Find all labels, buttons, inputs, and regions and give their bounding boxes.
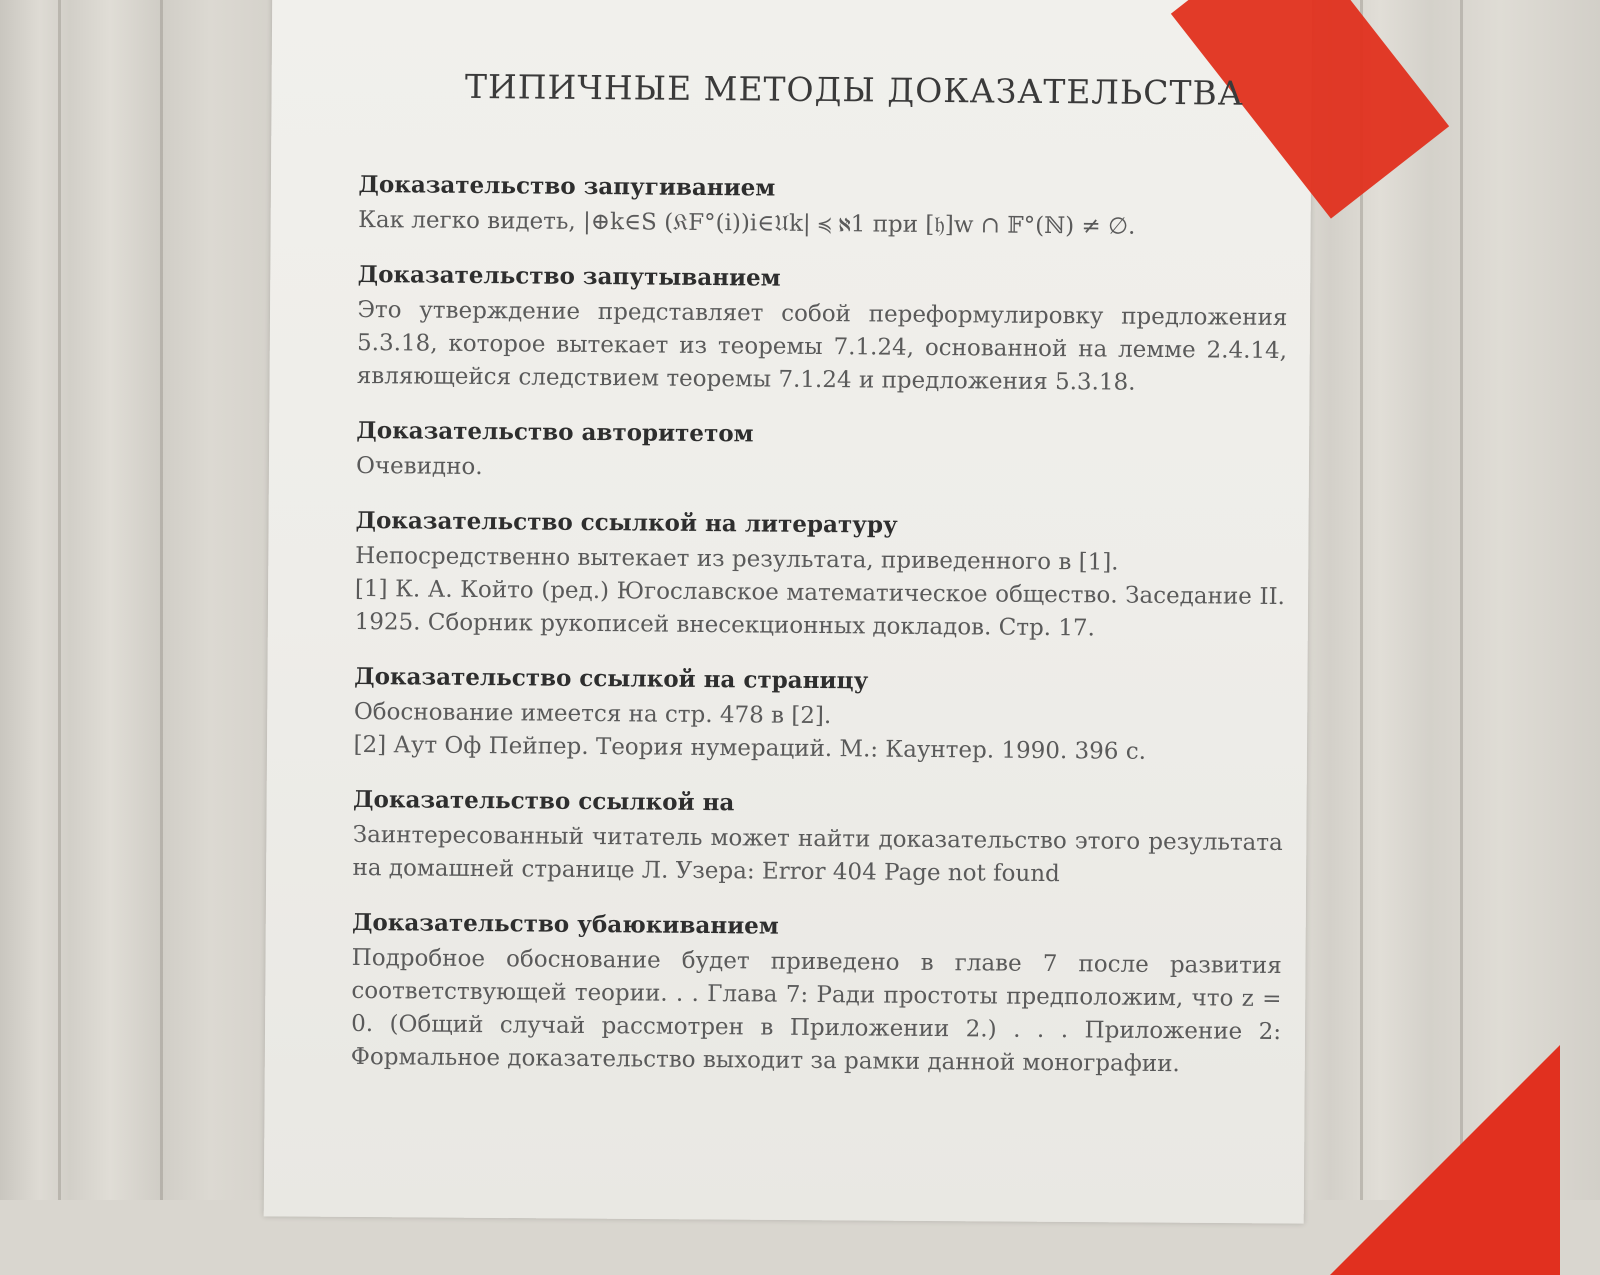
section-heading: Доказательство авторитетом [356,416,754,448]
document-title: ТИПИЧНЫЕ МЕТОДЫ ДОКАЗАТЕЛЬСТВА [464,66,1244,113]
section-heading: Доказательство ссылкой на литературу [355,506,898,539]
section-heading: Доказательство ссылкой на [353,785,735,817]
section-text: Это утверждение представляет собой переформулировку предложения 5.3.18, которое вытекает из теоремы 7.1.24, основанной на лемме 2.4.14, являющейся следствием теоремы 7.1.24 и предложения 5.3.18. [356,296,1288,396]
section-text: Подробное обоснование будет приведено в главе 7 после развития соответствующей теории. . . Глава 7: Ради простоты предположим, что z = 0. (Общий случай рассмотрен в Приложении 2.) . . . Приложение 2: Формальное доказательство выходит за рамки данной монографии. [350,944,1282,1078]
section-authority [356,417,1287,491]
section-lulling [351,909,1282,1082]
section-reference: [1] К. А. Който (ред.) Югославское математическое общество. Заседание II. 1925. Сборник рукописей внесекционных докладов. Стр. 17. [354,575,1286,642]
section-text: Непосредственно вытекает из результата, приведенного в [1]. [355,542,1119,576]
section-text: Обоснование имеется на стр. 478 в [2]. [353,698,832,730]
section-text: Заинтересованный читатель может найти доказательство этого результата на домашней странице Л. Узера: Error 404 Page not found [352,821,1283,888]
section-link [352,786,1283,893]
document [351,66,1290,1106]
section-heading: Доказательство ссылкой на страницу [354,662,869,695]
section-text: Очевидно. [355,452,483,481]
section-confusion [357,261,1288,401]
wall-groove [58,0,61,1200]
wall-groove [160,0,163,1200]
section-literature [355,507,1286,647]
section-heading: Доказательство запугиванием [358,170,776,202]
section-reference: [2] Аут Оф Пейпер. Теория нумераций. М.: Каунтер. 1990. 396 с. [353,731,1147,765]
section-heading: Доказательство убаюкиванием [351,908,779,940]
section-intimidation [358,171,1289,245]
wall-groove [1460,0,1463,1200]
section-heading: Доказательство запутыванием [357,260,781,292]
section-text: Как легко видеть, |⊕k∈S (𝔎F°(i))i∈𝔘k| ≼ ℵ1 при [𝔥]w ∩ 𝔽°(ℕ) ≠ ∅. [358,206,1136,240]
section-page-reference [353,663,1284,770]
